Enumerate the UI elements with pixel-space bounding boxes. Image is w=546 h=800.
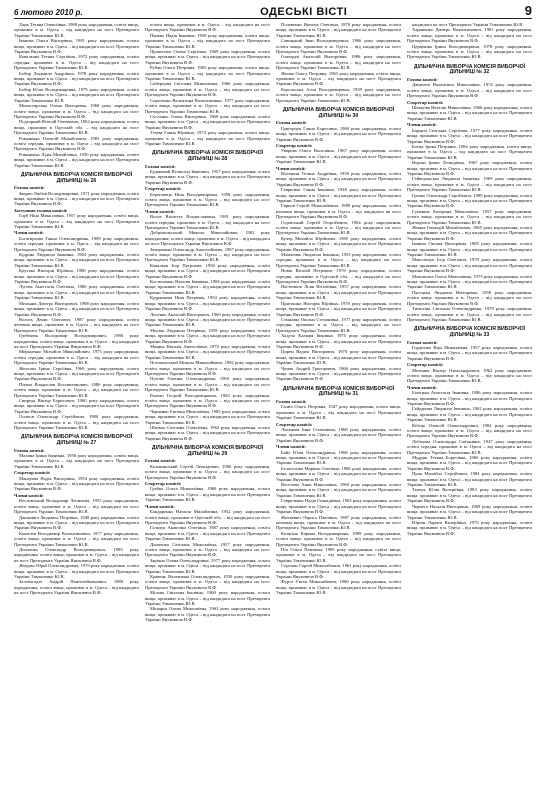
- member-entry: Романенко Олексій Михайлович, 1983 року народження, освіта середня, проживає в м. Одеса – від кандидата на пост Президента України Януковича В.Ф.: [14, 135, 139, 152]
- column-1: [14, 22, 139, 796]
- member-entry: Волот Віолетта Владиславівна, 1981 року народження, освіта середня, проживає в м. Одеса – від кандидата на пост Президента України Тимошенко Ю.В.: [145, 214, 270, 230]
- role-label: Голова комісії:: [145, 458, 176, 464]
- member-entry: Прокопчук Олена Сергіївна, 1969 року народження, освіта вища, проживає в м. Одеса – від кандидата на пост Президента України Януковича В.Ф.: [145, 49, 270, 65]
- column-3: [276, 22, 401, 796]
- member-entry: Житкевич Лариса Павлівна, 1987 року народження, освіта неповна вища, проживає в м. Одеса – від кандидата на пост Президента України Тимошенко Ю.В.: [276, 514, 401, 531]
- member-entry: Грабко Ольга Миколаївна, 1960 року народження, освіта вища, проживає в м. Одеса – від кандидата на пост Президента України Тимошенко Ю.В.: [145, 486, 270, 503]
- commission-heading: ДІЛЬНИЧНА ВИБОРЧА КОМІСІЯ ВИБОРЧОЇ ДІЛЬНИЦІ № 33: [413, 326, 526, 338]
- role-label: Члени комісії:: [145, 208, 175, 214]
- page-header: [14, 4, 532, 19]
- member-entry: Кравець Валентина Олександрівна, 1950 року народження, освіта вища, проживає в м. Одеса – від кандидата на пост Президента України Януковича В.Ф.: [145, 573, 270, 590]
- member-entry: Мироненко Михайло Миколайович, 1975 року народження, освіта середня, проживає в м. Одеса – від кандидата на пост Президента України Тимошенко Ю.В.: [14, 349, 139, 366]
- member-entry: Пузова Євгенія Олександрівна, 1960 року народження, освіта вища, проживає в м. Одеса – від кандидата на пост Президента України Тимошенко Ю.В.: [145, 376, 270, 393]
- member-entry: Полевенко Наталія Олегівна, 1970 року народження, освіта вища, проживає в м. Одеса – від кандидата на пост Президента України Тимошенко Ю.В.: [276, 22, 401, 38]
- member-entry: Зварич Любов Володимирівна, 1971 року народження, освіта вища, проживає в м. Одеса – від кандидата на пост Президента України Януковича В.Ф.: [14, 190, 139, 207]
- member-entry: Цирен Вадим Вікторович, 1970 року народження, освіта вища, проживає в м. Одеса – від кандидата на пост Президента України Тимошенко Ю.В.: [276, 349, 401, 366]
- member-entry: Манєрова Надія Вікторівна, 1954 року народження, освіта вища, проживає в м. Одеса – від кандидата на пост Президента України Януковича В.Ф.: [14, 475, 139, 492]
- role-label: Члени комісії:: [407, 384, 437, 390]
- member-entry: Ковальов Ігор Петрович, 1956 року народження, освіта вища, проживає в м. Одеса – від кандидата на пост Президента України Януковича В.Ф.: [145, 262, 270, 279]
- member-entry: Лугова Анастасія Олегівна, 1986 року народження, освіта вища, проживає в м. Одеса – від кандидата на пост Президента України Тимошенко Ю.В.: [14, 284, 139, 301]
- member-entry: Крутько Вікторія Юріївна, 1980 року народження, освіта вища, проживає в м. Одеса – від кандидата на пост Президента України Януковича В.Ф.: [14, 268, 139, 285]
- member-entry: Бєлоголова Марина Олегівна, 1986 року народження, освіта вища, проживає в м. Одеса – від кандидата на пост Президента України Януковича В.Ф.: [276, 465, 401, 482]
- role-label: Члени комісії:: [276, 444, 306, 450]
- column-4: [407, 22, 532, 796]
- member-entry: Чумак Андрій Григорович, 1966 року народження, освіта вища, проживає в м. Одеса – від кандидата на пост Президента України Януковича В.Ф.: [276, 365, 401, 382]
- member-entry: Гордієнко Віра Миколаївна, 1957 року народження, освіта вища, проживає в м. Одеса – від кандидата на пост Президента України Януковича В.Ф.: [407, 344, 532, 361]
- member-entry: Гайворонська Людмила Іванівна, 1969 року народження, освіта вища, проживає в м. Одеса – від кандидата на пост Президента України Тимошенко Ю.В.: [407, 176, 532, 193]
- commission-heading: ДІЛЬНИЧНА ВИБОРЧА КОМІСІЯ ВИБОРЧОЇ ДІЛЬНИЦІ № 26: [20, 171, 133, 184]
- member-entry: Жигалко Ірина Сергіївна, 1969 року народження, освіта вища, проживає в м. Одеса – від кандидата на пост Президента України Януковича В.Ф.: [14, 365, 139, 382]
- member-entry: Сиротенко Валентина Валентинівна, 1977 року народження, освіта вища, проживає в м. Одеса – від кандидата на пост Президента України Тимошенко Ю.В.: [145, 97, 270, 114]
- role-label: Голова комісії:: [407, 339, 438, 345]
- member-entry: Лисенко Анатолій Вікторович, 1960 року народження, освіта вища, проживає в м. Одеса – від кандидата на пост Президента України Тимошенко Ю.В.: [145, 311, 270, 328]
- member-entry: Корольська Алла Володимирівна, 1959 року народження, освіта вища, проживає в м. Одеса – від кандидата на пост Президента України Тимошенко Ю.В.: [276, 86, 401, 103]
- role-label: Секретар комісії:: [407, 99, 444, 105]
- role-label: Голова комісії:: [276, 120, 307, 126]
- member-entry: Кудрявцева Ніна Петрівна, 1954 року народження, освіта вища, проживає в м. Одеса – від кандидата на пост Президента України Януковича В.Ф.: [145, 295, 270, 312]
- member-entry: Шевцова Наталія Миколаївна, 1966 року народження, освіта вища, проживає в м. Одеса – від кандидата на пост Президента України Тимошенко Ю.В.: [407, 105, 532, 121]
- member-entry: Юрова Лариса Валеріївна, 1975 року народження, освіта вища, проживає в м. Одеса – від кандидата на пост Президента України Януковича В.Ф.: [407, 519, 532, 536]
- newspaper-title: ОДЕСЬКІ ВІСТІ: [260, 6, 348, 18]
- member-entry: Пилип Владислав Костянтинович, 1986 року народження, освіта вища, проживає в м. Одеса – від кандидата на пост Президента України Тимошенко Ю.В.: [14, 381, 139, 398]
- member-entry: Осипов Олександр Сергійович, 1980 року народження, освіта вища, проживає в м. Одеса – від кандидата на пост Президента України Тимошенко Ю.В.: [14, 414, 139, 431]
- member-entry: Лобачова Олександра Сав'янівна, 1947 року народження, освіта середня, проживає в м. Одеса – від кандидата на пост Президента України Тимошенко Ю.В.: [407, 438, 532, 455]
- member-entry: Залабагадзе Андрій Пантелеймонович, 1988 року народження, освіта вища, проживає в м. Одеса – від кандидата на пост Президента України Януковича В.Ф.: [14, 579, 139, 596]
- member-entry: Донченко Світлана Миколаївна, 1957 року народження, освіта вища, проживає в м. Одеса – від кандидата на пост Президента України Януковича В.Ф.: [145, 541, 270, 558]
- member-entry: Пригоніна Вікторія Юріївна, 1978 року народження, освіта вища, проживає в м. Одеса – від кандидата на пост Президента України Януковича В.Ф.: [276, 300, 401, 317]
- member-entry: Боєць Ірина Петрівна, 1984 року народження, освіта вища, проживає в м. Одеса – від кандидата на пост Президента України Тимошенко Ю.В.: [407, 143, 532, 160]
- member-entry: Сорочан Сергій Миколайович, 1961 року народження, освіта вища, проживає в м. Одеса – від кандидата на пост Президента України Януковича В.Ф.: [276, 563, 401, 579]
- member-entry: Монастирська Олена Вікторівна, 1968 року народження, освіта вища, проживає в м. Одеса – від кандидата на пост Президента України Януковича В.Ф.: [14, 103, 139, 119]
- member-entry: Береговець Ніна Володимирівна, 1958 року народження, освіта вища, проживає в м. Одеса – від кандидата на пост Президента України Тимошенко Ю.В.: [145, 191, 270, 208]
- member-entry: Кошелєв Володимир Валентинович, 1977 року народження, освіта вища, проживає в м. Одеса – від кандидата на пост Президента України Тимошенко Ю.В.: [14, 530, 139, 547]
- member-entry: Ковальова Тетяна Сергіївна, 1972 року народження, освіта середня, проживає в м. Одеса – від кандидата на пост Президента України Тимошенко Ю.В.: [14, 54, 139, 71]
- role-label: Секретар комісії:: [276, 421, 313, 427]
- member-entry: Ткачук Юлія Валеріївна, 1983 року народження, освіта вища, проживає в м. Одеса – від кандидата на пост Президента України Януковича В.Ф.: [407, 487, 532, 504]
- role-label: Голова комісії:: [14, 447, 45, 453]
- member-entry: Потаповський Микола Миколайович, 1982 року народження, освіта вища, проживає в м. Одеса – від кандидата на пост Президента України Януковича В.Ф.: [145, 360, 270, 376]
- member-entry: Жилка Ольга Петрівна, 1963 року народження, освіта вища, проживає в м. Одеса – від кандидата на пост Президента України Януковича В.Ф.: [276, 70, 401, 87]
- member-entry: Жмурко Юрій Олександрович, 1970 року народження, освіта вища, проживає в м. Одеса – від кандидата на пост Президента України Тимошенко Ю.В.: [14, 563, 139, 579]
- member-entry: Котягіна Карина Володимирівна, 1989 року народження, освіта вища, проживає в м. Одеса – від кандидата на пост Президента України Януковича В.Ф.: [276, 530, 401, 547]
- member-entry: Мицюк Наталія Анатоліївна, 1970 року народження, освіта вища, проживає в м. Одеса – від кандидата на пост Президента України Тимошенко Ю.В.: [145, 343, 270, 360]
- article-columns: [14, 22, 532, 796]
- member-entry: Гальчук Анжеліка Олегівна, 1987 року народження, освіта вища, проживає в м. Одеса – від кандидата на пост Президента України Тимошенко Ю.В.: [145, 525, 270, 542]
- role-label: Голова комісії:: [407, 77, 438, 83]
- member-entry: Галич Ольга Петрівна, 1947 року народження, освіта вища, проживає в м. Одеса – від кандидата на пост Президента України Тимошенко Ю.В.: [276, 404, 401, 421]
- member-entry: Малина Ірина Іванівна, 1956 року народження, освіта вища, проживає в м. Одеса – від кандидата на пост Президента України Тимошенко Ю.В.: [14, 453, 139, 469]
- member-entry: Григорчук Ганна Борисівна, 1960 року народження, освіта вища, проживає в м. Одеса – від кандидата на пост Президента України Януковича В.Ф.: [276, 125, 401, 142]
- member-entry: Гирьов Сергій Миколайович, 1989 року народження, освіта неповна вища, проживає в м. Одеса – від кандидата на пост Президента України Януковича В.Ф.: [276, 203, 401, 220]
- member-entry: Данилюк Валентина Миколаївна, 1974 року народження, освіта вища, проживає в м. Одеса – від кандидата на пост Президента України Януковича В.Ф.: [407, 82, 532, 99]
- member-entry: Богатирьова Ганна Олександрівна, 1989 року народження, освіта середня, проживає в м. Одеса – від кандидата на пост Президента України Януковича В.Ф.: [14, 235, 139, 252]
- member-entry: Панько Надія Іванівна, 1958 року народження, освіта вища, проживає в м. Одеса – від кандидата на пост Президента України Тимошенко Ю.В.: [145, 32, 270, 49]
- page-number: 9: [524, 3, 532, 18]
- member-entry: Веселова Анна Миколаївна, 1960 року народження, освіта вища, проживає в м. Одеса – від кандидата на пост Президента України Тимошенко Ю.В.: [276, 482, 401, 498]
- member-entry: Іванова Ольга Вікторівна, 1981 року народження, освіта вища, проживає в м. Одеса – від кандидата на пост Президента України Януковича В.Ф.: [14, 38, 139, 55]
- member-entry: Лоханова Інна Степанівна, 1968 року народження, освіта вища, проживає в м. Одеса – від кандидата на пост Президента України Януковича В.Ф.: [276, 427, 401, 443]
- member-entry: Мисюк Людмила Петрівна, 1959 року народження, освіта вища, проживає в м. Одеса – від кандидата на пост Президента України Януковича В.Ф.: [145, 327, 270, 344]
- member-entry: Мудрик Тетяна Борисівна, 1960 року народження, освіта вища, проживає в м. Одеса – від кандидата на пост Президента України Януковича В.Ф.: [407, 455, 532, 471]
- role-label: Члени комісії:: [407, 122, 437, 128]
- role-label: Голова комісії:: [145, 163, 176, 169]
- member-entry: Гуменюк Катерина Миколаївна, 1957 року народження, освіта вища, проживає в м. Одеса – від кандидата на пост Президента України Тимошенко Ю.В.: [407, 208, 532, 225]
- member-entry: Заверченко Олександр Анатолійович, 1987 року народження, освіта вища, проживає в м. Одеса – від кандидата на пост Президента України Тимошенко Ю.В.: [145, 246, 270, 263]
- commission-heading: ДІЛЬНИЧНА ВИБОРЧА КОМІСІЯ ВИБОРЧОЇ ДІЛЬНИЦІ № 27: [20, 434, 133, 447]
- role-label: Члени комісії:: [276, 165, 306, 171]
- role-label: Члени комісії:: [14, 492, 44, 498]
- member-entry: Гречко Олександр Сергійович, 1989 року народження, освіта вища, проживає в м. Одеса – від кандидата на пост Президента України Януковича В.Ф.: [407, 192, 532, 209]
- member-entry: Черненко Євгенія Миколаївна, 1985 року народження, освіта вища, проживає в м. Одеса – від кандидата на пост Президента України Тимошенко Ю.В.: [145, 408, 270, 425]
- member-entry: Подгорний Віталій Євгенович, 1962 року народження, освіта вища, проживає в Одеській обл. – від кандидата на пост Президента України Тимошенко Ю.В.: [14, 119, 139, 136]
- commission-heading: ДІЛЬНИЧНА ВИБОРЧА КОМІСІЯ ВИБОРЧОЇ ДІЛЬНИЦІ № 28: [151, 150, 264, 162]
- member-entry: Стоянова Оксана Степанівна, 1977 року народження, освіта середня, проживає в м. Одеса – від кандидата на пост Президента України Тимошенко Ю.В.: [276, 316, 401, 333]
- commission-heading: ДІЛЬНИЧНА ВИБОРЧА КОМІСІЯ ВИБОРЧОЇ ДІЛЬНИЦІ № 30: [282, 107, 395, 119]
- member-entry: Кольчинський Сергій Леонідович, 1966 року народження, освіта вища, проживає в м. Одеса – від кандидата на пост Президента України Януковича В.Ф.: [145, 463, 270, 480]
- member-entry: Мішарін Олена Миколаївна, 1962 року народження, освіта вища, проживає в м. Одеса – від кандидата на пост Президента України Януковича В.Ф.: [145, 606, 270, 623]
- member-entry: Ходуха Клавдія Іванівна, 1975 року народження, освіта вища, проживає в м. Одеса – від кандидата на пост Президента України Януковича В.Ф.: [276, 333, 401, 349]
- member-entry: Уварова Ольга Василівна, 1967 року народження, освіта вища, проживає в м. Одеса – від кандидата на пост Президента України Тимошенко Ю.В.: [276, 148, 401, 165]
- member-entry: Гаврилюк Ганна Іванівна, 1948 року народження, освіта вища, проживає в м. Одеса – від кандидата на пост Президента України Тимошенко Ю.В.: [276, 187, 401, 203]
- member-entry: Бобир Юлія Володимирівна, 1979 року народження, освіта вища, проживає в м. Одеса – від кандидата на пост Президента України Тимошенко Ю.В.: [14, 86, 139, 103]
- member-entry: Кудріна Людмила Іванівна, 1963 року народження, освіта вища, проживає в м. Одеса – від кандидата на пост Президента України Тимошенко Ю.В.: [14, 252, 139, 268]
- member-entry: Настюшок Лілія Віталіївна, 1957 року народження, освіта вища, проживає в м. Одеса – від кандидата на пост Президента України Тимошенко Ю.В.: [276, 284, 401, 301]
- member-entry: Шитько Світлана Олексіївна, 1962 року народження, освіта вища, проживає в м. Одеса – від кандидата на пост Президента України Януковича В.Ф.: [145, 425, 270, 441]
- member-entry: Максимчук Ігор Олегович, 1978 року народження, освіта вища, проживає в м. Одеса – від кандидата на пост Президента України Януковича В.Ф.: [407, 257, 532, 274]
- member-entry: Бондаренко Наталія Михайлівна, 1952 року народження, освіта вища, проживає в Одеській обл. – від кандидата на пост Президента України Януковича В.Ф.: [145, 509, 270, 525]
- member-entry: Добровольський Микола Миколайович, 1982 року народження, освіта вища, проживає в м. Одеса – від кандидата на пост Президента України Януковича В.Ф.: [145, 230, 270, 247]
- member-entry: Савицький Іван Володимирович, 1966 року народження, освіта вища, проживає в м. Одеса – від кандидата на пост Президента України Януковича В.Ф.: [276, 38, 401, 55]
- member-entry: кандидата на пост Президента України Тимошенко Ю.В.: [412, 22, 524, 27]
- member-entry: Свиреда Віктор Борисович, 1960 року народження, освіта вища, проживає в м. Одеса – від кандидата на пост Президента України Януковича В.Ф.: [14, 398, 139, 414]
- issue-date: 6 лютого 2010 р.: [14, 8, 83, 17]
- member-entry: Мельник Віктор Олександрович, 1962 року народження, освіта вища, проживає в м. Одеса – від кандидата на пост Президента України Тимошенко Ю.В.: [407, 367, 532, 384]
- member-entry: Сусленко Олена Вікторівна, 1969 року народження, освіта вища, проживає в м. Одеса – від кандидата на пост Президента України Януковича В.Ф.: [145, 113, 270, 130]
- commission-heading: ДІЛЬНИЧНА ВИБОРЧА КОМІСІЯ ВИБОРЧОЇ ДІЛЬНИЦІ № 32: [413, 63, 526, 76]
- member-entry: Гайдарова Людмила Іванівна, 1962 року народження, освіта вища, проживає в м. Одеса – від кандидата на пост Президента України Тимошенко Ю.В.: [407, 406, 532, 423]
- role-label: Заступник голови комісії:: [14, 207, 68, 213]
- member-entry: Рубан Ольга Петрівна, 1965 року народження, освіта вища, проживає в м. Одеса – від кандидата на пост Президента України Тимошенко Ю.В.: [145, 65, 270, 82]
- member-entry: Весловський Володимир Леонович, 1953 року народження, освіта вища, проживає в м. Одеса – від кандидата на пост Президента України Тимошенко Ю.В.: [14, 498, 139, 515]
- member-entry: Жмака Геннадій Михайлович, 1965 року народження, освіта вища, проживає в м. Одеса – від кандидата на пост Президента України Януковича В.Ф.: [407, 225, 532, 241]
- member-entry: Чернега Наталія Вікторівна, 1969 року народження, освіта вища, проживає в м. Одеса – від кандидата на пост Президента України Тимошенко Ю.В.: [407, 503, 532, 520]
- member-entry: Новік Віталій Петрович, 1978 року народження, освіта середня, проживає в Одеській обл. – від кандидата на пост Президента України Януковича В.Ф.: [276, 268, 401, 285]
- member-entry: Тимохіна Світлана Олександрівна, 1979 року народження, освіта вища, проживає в м. Одеса – від кандидата на пост Президента України Тимошенко Ю.В.: [407, 306, 532, 322]
- member-entry: Зарічна Олена Олександрівна, 1977 року народження, освіта вища, проживає в м. Одеса – від кандидата на пост Президента України Тимошенко Ю.В.: [145, 557, 270, 574]
- member-entry: Волошин Тетяна Андріївна, 1958 року народження, освіта вища, проживає в м. Одеса – від кандидата на пост Президента України Януковича В.Ф.: [276, 170, 401, 187]
- member-entry: Вороні Ірина Леонідівна, 1967 року народження, освіта вища, проживає в м. Одеса – від кандидата на пост Президента України Януковича В.Ф.: [407, 160, 532, 176]
- member-entry: Кібець Олексій Олександрович, 1984 року народження, освіта вища, проживає в м. Одеса – від кандидата на пост Президента України Януковича В.Ф.: [407, 422, 532, 439]
- role-label: Секретар комісії:: [145, 481, 182, 487]
- member-entry: Дашкевич Людмила Петрівна, 1948 року народження, освіта вища, проживає в м. Одеса – від кандидата на пост Президента України Януковича В.Ф.: [14, 514, 139, 531]
- member-entry: Горб Ніна Миколаївна, 1957 року народження, освіта вища, проживає в м. Одеса – від кандидата на пост Президента України Тимошенко Ю.В.: [14, 213, 139, 229]
- member-entry: Донченко Олександр Володимирович, 1989 року народження, освіта вища, проживає в м. Одеса – від кандидата на пост Президента України Януковича В.Ф.: [14, 546, 139, 563]
- member-entry: Рилько Георгій Володимирович, 1983 року народження, освіта вища, проживає в м. Одеса – від кандидата на пост Президента України Януковича В.Ф.: [145, 392, 270, 409]
- member-entry: Костюченко Наталія Іванівна, 1984 року народження, освіта вища, проживає в м. Одеса – від кандидата на пост Президента України Тимошенко Ю.В.: [145, 279, 270, 295]
- member-entry: Гавриленко Надія Геннадіївна, 1963 року народження, освіта вища, проживає в м. Одеса – від кандидата на пост Президента України Януковича В.Ф.: [276, 498, 401, 515]
- member-entry: Волоть Денис Олегович, 1987 року народження, освіта неповна вища, проживає в м. Одеса – від кандидата на пост Президента України Тимошенко Ю.В.: [14, 316, 139, 333]
- role-label: Голова комісії:: [14, 185, 45, 191]
- member-entry: Будьковий Всеволод Іванович, 1957 року народження, освіта вища, проживає в м. Одеса – від кандидата на пост Президента України Януковича В.Ф.: [145, 168, 270, 185]
- role-label: Голова комісії:: [276, 398, 307, 404]
- member-entry: Мамченко Людмила Іванівна, 1953 року народження, освіта середня, проживає в м. Одеса – від кандидата на пост Президента України Тимошенко Ю.В.: [276, 252, 401, 268]
- role-label: Члени комісії:: [145, 503, 175, 509]
- member-entry: Кучер Михайло Юрійович, 1985 року народження, освіта вища, проживає в м. Одеса – від кандидата на пост Президента України Януковича В.Ф.: [276, 235, 401, 252]
- commission-heading: ДІЛЬНИЧНА ВИБОРЧА КОМІСІЯ ВИБОРЧОЇ ДІЛЬНИЦІ № 29: [151, 445, 264, 457]
- member-entry: Харь Тетяна Олексіївна, 1988 року народження, освіта вища, проживає в м. Одеса – від кандидата на пост Президента України Тимошенко Ю.В.: [14, 22, 139, 38]
- member-entry: Гребенюк Володимир Володимирович, 1986 року народження, освіта вища, проживає в м. Одеса – від кандидата на пост Президента України Януковича В.Ф.: [14, 333, 139, 349]
- member-entry: Тітова Ганна Юріївна, 1974 року народження, освіта вища, проживає в м. Одеса – від кандидата на пост Президента України Тимошенко Ю.В.: [145, 130, 270, 146]
- member-entry: Байл Юлія Олександрівна, 1968 року народження, освіта вища, проживає в м. Одеса – від кандидата на пост Президента України Тимошенко Ю.В.: [276, 449, 401, 466]
- member-entry: Сиберцова Світлана Миколаївна, 1966 року народження, освіта вища, проживає в м. Одеса – від кандидата на пост Президента України Януковича В.Ф.: [145, 81, 270, 98]
- member-entry: Романенко Лідія Михайлівна, 1950 року народження, освіта вища, проживає в м. Одеса – від кандидата на пост Президента України Тимошенко Ю.В.: [14, 151, 139, 168]
- member-entry: Прок Михайло Сергійович, 1984 року народження, освіта вища, проживає в м. Одеса – від кандидата на пост Президента України Тимошенко Ю.В.: [407, 471, 532, 488]
- role-label: Секретар комісії:: [145, 186, 182, 192]
- member-entry: Піч Ольга Павлівна, 1985 року народження, освіта вища, проживає в м. Одеса – від кандидата на пост Президента України Тимошенко Ю.В.: [276, 546, 401, 563]
- member-entry: Годовський Сергій Георгійович, 1964 року народження, освіта вища, проживає в м. Одеса – від кандидата на пост Президента України Тимошенко Ю.В.: [276, 219, 401, 236]
- member-entry: Мілова Світлана Івалівна, 1960 року народження, освіта вища, проживає в м. Одеса – від кандидата на пост Президента України Тимошенко Ю.В.: [145, 590, 270, 606]
- member-entry: Мельник Дмитро Вікторович, 1988 року народження, освіта вища, проживає в м. Одеса – від кандидата на пост Президента України Януковича В.Ф.: [14, 300, 139, 317]
- member-entry: Іваніна Оксана Вікторівна, 1985 року народження, освіта вища, проживає в м. Одеса – від кандидата на пост Президента України Тимошенко Ю.В.: [407, 241, 532, 258]
- role-label: Члени комісії:: [14, 230, 44, 236]
- member-entry: Церцікова Ірина Володимирівна, 1978 року народження, освіта вища, проживає в м. Одеса – від кандидата на пост Президента України Тимошенко Ю.В.: [407, 43, 532, 60]
- commission-heading: ДІЛЬНИЧНА ВИБОРЧА КОМІСІЯ ВИБОРЧОЇ ДІЛЬНИЦІ № 31: [282, 385, 395, 398]
- role-label: Секретар комісії:: [407, 362, 444, 368]
- column-2: [145, 22, 270, 796]
- member-entry: Пясецька Людмила Вікторівна, 1958 року народження, освіта вища, проживає в м. Одеса – від кандидата на пост Президента України Януковича В.Ф.: [407, 289, 532, 306]
- member-entry: освіта вища, проживає в м. Одеса – від кандидата на пост Президента України Януковича В.Ф.: [145, 22, 270, 33]
- role-label: Секретар комісії:: [14, 470, 51, 476]
- member-entry: Бараніч Світлана Сергіївна, 1977 року народження, освіта вища, проживає в м. Одеса – від кандидата на пост Президента України Януковича В.Ф.: [407, 127, 532, 144]
- member-entry: Бобир Людмила Андріївна, 1978 року народження, освіта вища, проживає в м. Одеса – від кандидата на пост Президента України Януковича В.Ф.: [14, 70, 139, 87]
- member-entry: Гончарук Анатолій Вікторович, 1986 року народження, освіта вища, проживає в м. Одеса – від кандидата на пост Президента України Тимошенко Ю.В.: [276, 54, 401, 71]
- member-entry: Фурса Євген Миколайович, 1960 року народження, освіта вища, проживає в м. Одеса – від кандидата на пост Президента України Тимошенко Ю.В.: [276, 579, 401, 596]
- member-entry: Мачинська Олеся Миколаївна, 1973 року народження, освіта вища, проживає в м. Одеса – від кандидата на пост Президента України Тимошенко Ю.В.: [407, 273, 532, 290]
- member-entry: Білецька Анастасія Іванівна, 1986 року народження, освіта вища, проживає в м. Одеса – від кандидата на пост Президента України Януковича В.Ф.: [407, 390, 532, 406]
- member-entry: Хараненко Дмитро Валентинович, 1981 року народження, освіта вища, проживає в м. Одеса – від кандидата на пост Президента України Януковича В.Ф.: [407, 27, 532, 44]
- role-label: Секретар комісії:: [276, 142, 313, 148]
